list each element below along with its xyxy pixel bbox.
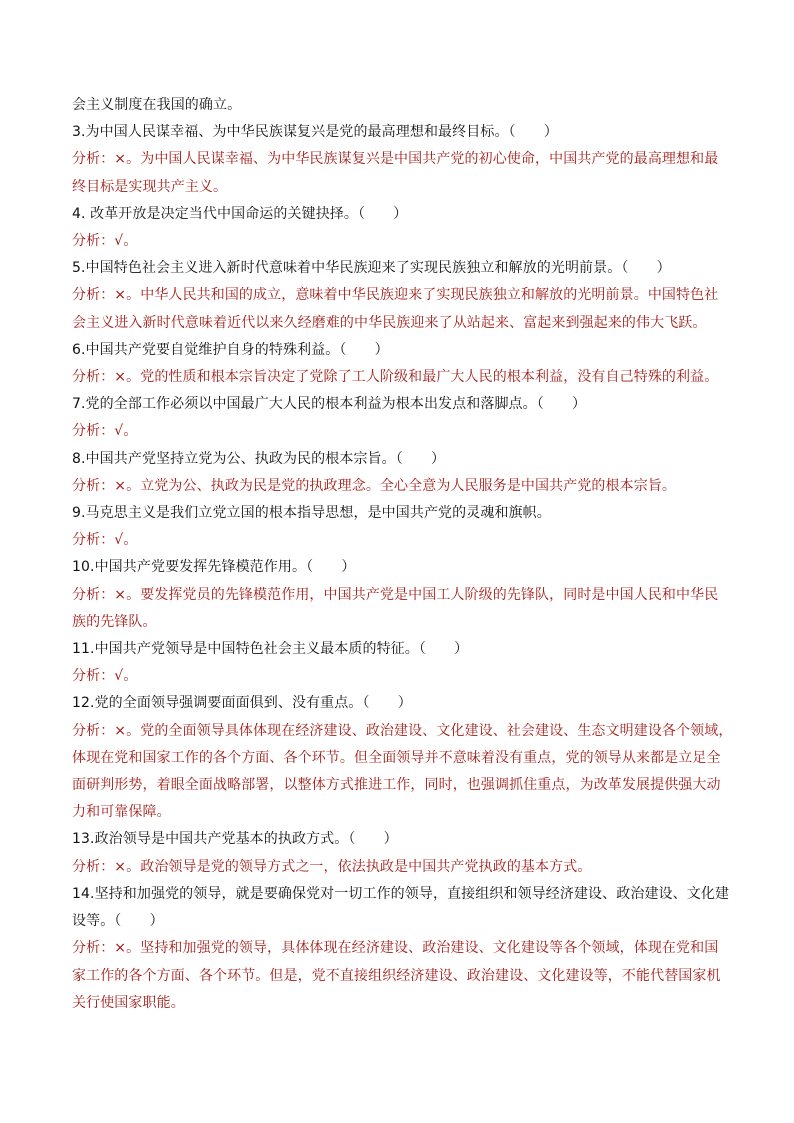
answer-line: 分析：√。 [72,668,138,685]
answer-line: 会主义进入新时代意味着近代以来久经磨难的中华民族迎来了从站起来、富起来到强起来的伟大飞跃。 [72,314,707,331]
question-line: 11.中国共产党领导是中国特色社会主义最本质的特征。（ ） [72,641,469,658]
answer-line: 分析：×。为中国人民谋幸福、为中华民族谋复兴是中国共产党的初心使命，中国共产党的最高理想和最 [72,151,719,168]
answer-line: 家工作的各个方面、各个环节。但是，党不直接组织经济建设、政治建设、文化建设等，不能代替国家机 [72,967,721,984]
question-line: 10.中国共产党要发挥先锋模范作用。（ ） [72,559,356,576]
question-line: 4. 改革开放是决定当代中国命运的关键抉择。（ ） [72,205,408,222]
answer-line: 分析：×。政治领导是党的领导方式之一，依法执政是中国共产党执政的基本方式。 [72,858,592,875]
answer-line: 分析：×。要发挥党员的先锋模范作用，中国共产党是中国工人阶级的先锋队，同时是中国人民和中华民 [72,586,719,603]
question-line: 会主义制度在我国的确立。 [72,97,242,113]
answer-line: 分析：×。党的全面领导具体体现在经济建设、政治建设、文化建设、社会建设、生态文明建设各个领域， [72,722,733,739]
answer-line: 面研判形势，着眼全面战略部署，以整体方式推进工作，同时，也强调抓住重点，为改革发展提供强大动 [72,777,721,794]
question-line: 7.党的全部工作必须以中国最广大人民的根本利益为根本出发点和落脚点。（ ） [72,396,587,413]
question-line: 14.坚持和加强党的领导，就是要确保党对一切工作的领导，直接组织和领导经济建设、政治建设、文化建 [72,885,730,902]
answer-line: 族的先锋队。 [72,613,157,630]
answer-line: 分析：×。中华人民共和国的成立，意味着中华民族迎来了实现民族独立和解放的光明前景。中国特色社 [72,287,719,304]
document-body [72,92,732,1017]
answer-line: 分析：√。 [72,532,138,549]
answer-line: 体现在党和国家工作的各个方面、各个环节。但全面领导并不意味着没有重点，党的领导从来都是立足全 [72,749,721,766]
question-line: 设等。（ ） [72,913,164,930]
answer-line: 关行使国家职能。 [72,994,185,1011]
question-line: 13.政治领导是中国共产党基本的执政方式。（ ） [72,831,398,848]
answer-line: 分析：×。坚持和加强党的领导，具体体现在经济建设、政治建设、文化建设等各个领域，体现在党和国 [72,940,719,957]
answer-line: 分析：×。立党为公、执政为民是党的执政理念。全心全意为人民服务是中国共产党的根本宗旨。 [72,477,677,494]
answer-line: 力和可靠保障。 [72,804,171,821]
answer-line: 分析：√。 [72,233,138,250]
answer-line: 终目标是实现共产主义。 [72,178,228,195]
answer-line: 分析：√。 [72,423,138,440]
question-line: 9.马克思主义是我们立党立国的根本指导思想，是中国共产党的灵魂和旗帜。 [72,505,551,522]
question-line: 6.中国共产党要自觉维护自身的特殊利益。（ ） [72,341,389,358]
question-line: 8.中国共产党坚持立党为公、执政为民的根本宗旨。（ ） [72,450,446,467]
question-line: 12.党的全面领导强调要面面俱到、没有重点。（ ） [72,695,412,712]
question-line: 3.为中国人民谋幸福、为中华民族谋复兴是党的最高理想和最终目标。（ ） [72,124,558,141]
question-line: 5.中国特色社会主义进入新时代意味着中华民族迎来了实现民族独立和解放的光明前景。（ ） [72,260,671,277]
answer-line: 分析：×。党的性质和根本宗旨决定了党除了工人阶级和最广大人民的根本利益，没有自己特殊的利益。 [72,369,719,386]
